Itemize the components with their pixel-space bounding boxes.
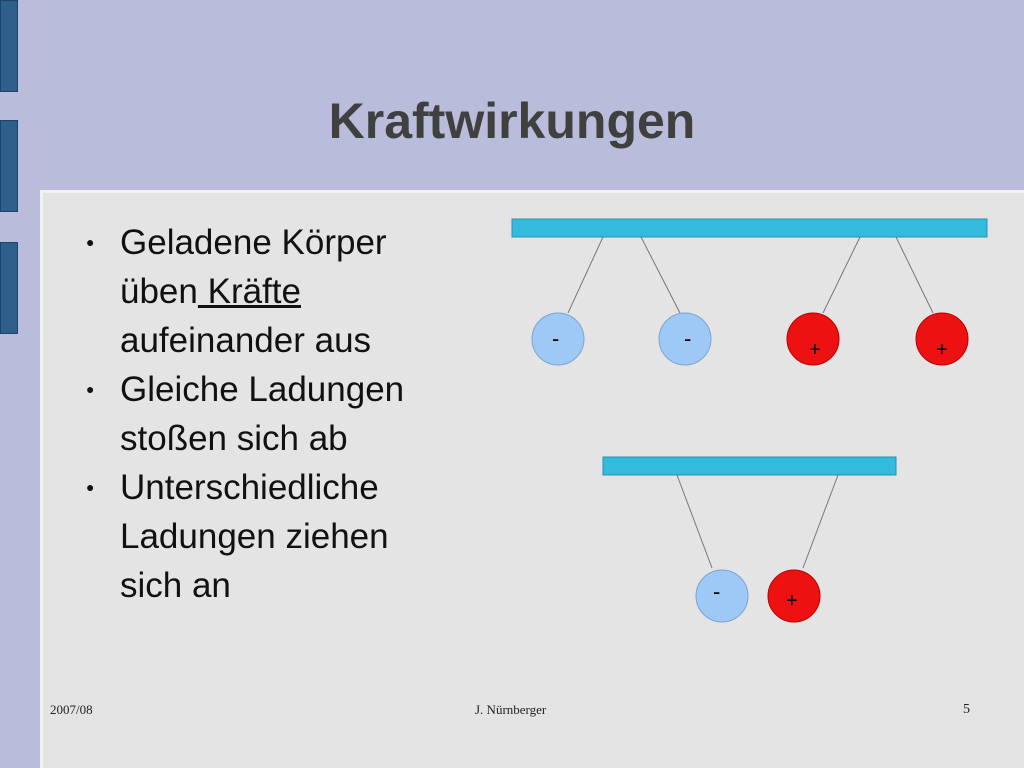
bullet-text: Gleiche Ladungen [120, 370, 405, 409]
charge-sign: + [786, 590, 798, 612]
bullet-text: üben [120, 272, 198, 311]
suspension-bar-bottom [603, 457, 896, 475]
bullet-text: aufeinander aus [120, 321, 372, 360]
underlined-word: Kräfte [197, 272, 301, 311]
charge-sign: + [809, 339, 821, 361]
charge-sign: - [713, 579, 721, 604]
thread-line [803, 475, 838, 568]
bullet-dot-icon: ● [86, 234, 95, 250]
charge-sign: - [684, 326, 692, 351]
bullet-dot-icon: ● [86, 479, 95, 495]
thread-line [823, 237, 860, 313]
suspension-bar-top [512, 219, 987, 237]
footer-author: J. Nürnberger [475, 702, 547, 717]
bullet-text: stoßen sich ab [120, 419, 348, 458]
bullet-text: Unterschiedliche [120, 468, 379, 507]
thread-line [896, 237, 933, 313]
thread-line [677, 475, 712, 568]
slide-title: Kraftwirkungen [328, 93, 696, 149]
charge-sign: - [552, 326, 560, 351]
thread-line [568, 237, 603, 313]
bullet-text: sich an [120, 566, 231, 605]
footer-date: 2007/08 [50, 702, 93, 717]
thread-line [641, 237, 680, 313]
bullet-text: Ladungen ziehen [120, 517, 389, 556]
bullet-text: Geladene Körper [120, 223, 387, 262]
page-number: 5 [963, 702, 970, 717]
charge-sign: + [936, 339, 948, 361]
negative-charge-ball [696, 570, 748, 622]
bullet-dot-icon: ● [86, 381, 95, 397]
